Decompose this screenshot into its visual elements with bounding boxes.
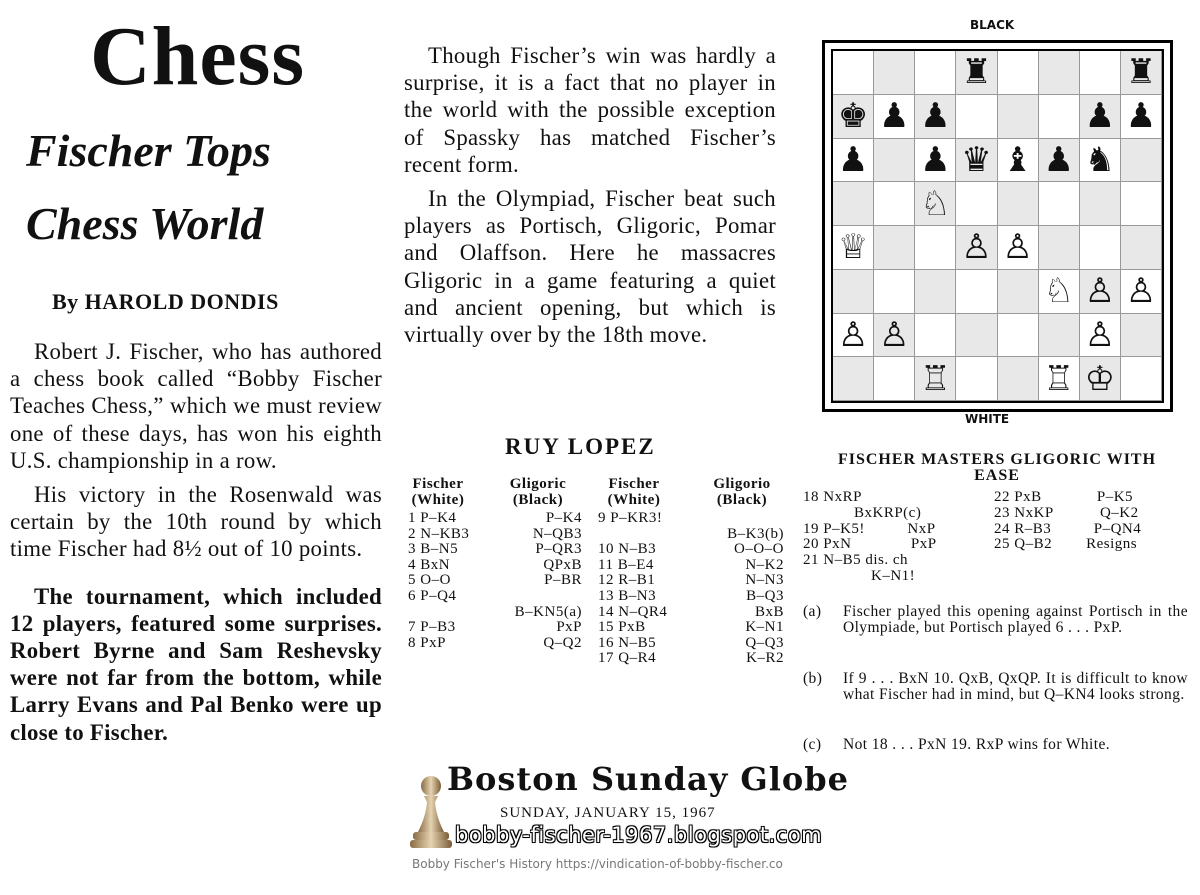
section-title: Chess xyxy=(90,10,306,103)
opening-title: RUY LOPEZ xyxy=(505,434,656,459)
board-square xyxy=(915,314,956,358)
board-square xyxy=(874,139,915,183)
board-square xyxy=(915,51,956,95)
note-tag: (a) xyxy=(803,603,822,620)
board-square xyxy=(1080,51,1121,95)
board-square: ♙ xyxy=(998,226,1039,270)
board-square: ♟ xyxy=(1121,95,1162,139)
board-square xyxy=(1080,182,1121,226)
paragraph: In the Olympiad, Fischer beat such players as Portisch, Gligoric, Pomar and Olaffson. Here he massacres Gligoric in a game featuring a quiet and ancient opening, but which is virtually over by the 18th move. xyxy=(404,186,776,348)
board-square xyxy=(874,270,915,314)
paragraph: Though Fischer’s win was hardly a surprise, it is a fact that no player in the world with the possible exception of Spassky has matched Fischer’s recent form. xyxy=(404,43,776,177)
board-square: ♔ xyxy=(1080,357,1121,401)
board-square xyxy=(1121,357,1162,401)
board-square: ♙ xyxy=(956,226,997,270)
board-square xyxy=(956,182,997,226)
board-square: ♜ xyxy=(956,51,997,95)
board-square: ♖ xyxy=(915,357,956,401)
board-square: ♚ xyxy=(833,95,874,139)
board-square: ♛ xyxy=(956,139,997,183)
board-square: ♙ xyxy=(833,314,874,358)
move-list-black: P–K4 N–QB3 P–QR3 QPxB P–BR B–KN5(a) PxP Q–Q2 xyxy=(514,510,582,651)
board-square: ♙ xyxy=(1080,314,1121,358)
move-list-black: B–K3(b) O–O–O N–K2 N–N3 B–Q3 BxB K–N1 Q–Q3 K–R2 xyxy=(727,525,784,667)
board-square xyxy=(998,357,1039,401)
headline-line-2: Chess World xyxy=(26,198,264,249)
board-square: ♙ xyxy=(1121,270,1162,314)
board-square xyxy=(1080,226,1121,270)
board-square: ♖ xyxy=(1039,357,1080,401)
board-square: ♟ xyxy=(833,139,874,183)
column-header: Gligoric (Black) xyxy=(509,476,567,508)
source-credit: Bobby Fischer's History https://vindication-of-bobby-fischer.co xyxy=(412,857,783,871)
board-square xyxy=(1039,95,1080,139)
note-text: Not 18 . . . PxN 19. RxP wins for White. xyxy=(843,736,1111,753)
note-tag: (c) xyxy=(803,736,822,753)
move-list-white: 1 P–K4 2 N–KB3 3 B–N5 4 BxN 5 O–O 6 P–Q4 7 P–B3 8 PxP xyxy=(408,510,470,651)
board-square xyxy=(915,226,956,270)
board-square: ♟ xyxy=(915,95,956,139)
board-square: ♟ xyxy=(915,139,956,183)
board-square xyxy=(956,314,997,358)
board-square xyxy=(956,357,997,401)
board-bottom-label: WHITE xyxy=(965,412,1010,426)
move-list-white: 9 P–KR3! 10 N–B3 11 B–E4 12 R–B1 13 B–N3 14 N–QR4 15 PxB 16 N–B5 17 Q–R4 xyxy=(598,510,668,667)
board-square xyxy=(1039,314,1080,358)
board-square: ♙ xyxy=(874,314,915,358)
publication-date: SUNDAY, JANUARY 15, 1967 xyxy=(500,805,716,821)
board-square: ♘ xyxy=(915,182,956,226)
board-square xyxy=(1039,226,1080,270)
board-square xyxy=(956,95,997,139)
game-title: FISCHER MASTERS GLIGORIC WITH EASE xyxy=(837,451,1157,484)
board-square xyxy=(1121,182,1162,226)
move-list-continuation: 22 PxB P–K5 23 NxKP Q–K2 24 R–B3 P–QN4 25 Q–B2 Resigns xyxy=(994,489,1142,553)
newspaper-name: Boston Sunday Globe xyxy=(447,760,849,798)
board-square: ♘ xyxy=(1039,270,1080,314)
article-column-2 xyxy=(404,42,776,348)
board-square: ♟ xyxy=(1080,95,1121,139)
paragraph: His victory in the Rosenwald was certain by the 10th round by which time Fischer had 8½ out of 10 points. xyxy=(10,482,382,562)
board-square xyxy=(874,51,915,95)
board-square: ♝ xyxy=(998,139,1039,183)
board-square: ♙ xyxy=(1080,270,1121,314)
headline-line-1: Fischer Tops xyxy=(26,125,271,176)
note-tag: (b) xyxy=(803,670,823,687)
board-square: ♜ xyxy=(1121,51,1162,95)
board-square xyxy=(998,314,1039,358)
board-square xyxy=(998,182,1039,226)
board-square xyxy=(1121,226,1162,270)
byline: By HAROLD DONDIS xyxy=(52,289,279,314)
board-square xyxy=(915,270,956,314)
board-square xyxy=(956,270,997,314)
board-square xyxy=(998,95,1039,139)
column-header: Fischer (White) xyxy=(607,476,661,508)
board-square xyxy=(874,357,915,401)
article-column-1 xyxy=(10,338,382,746)
note-text: If 9 . . . BxN 10. QxB, QxQP. It is difficult to know what Fischer had in mind, but Q–KN4 looks strong. xyxy=(843,670,1188,704)
paragraph: Robert J. Fischer, who has authored a chess book called “Bobby Fischer Teaches Chess,” which we must review one of these days, has won his eighth U.S. championship in a row. xyxy=(10,339,382,473)
board-top-label: BLACK xyxy=(970,18,1015,32)
column-header: Fischer (White) xyxy=(411,476,465,508)
board-square xyxy=(998,51,1039,95)
board-square xyxy=(1039,51,1080,95)
board-square: ♕ xyxy=(833,226,874,270)
note-text: Fischer played this opening against Portisch in the Olympiade, but Portisch played 6 . . . PxP. xyxy=(843,603,1188,637)
board-square xyxy=(833,270,874,314)
chess-board xyxy=(831,49,1164,403)
board-square xyxy=(874,182,915,226)
board-square xyxy=(1121,314,1162,358)
move-list-continuation: 18 NxRP BxKRP(c) 19 P–K5! NxP 20 PxN PxP 21 N–B5 dis. ch K–N1! xyxy=(803,489,937,584)
board-square xyxy=(1039,182,1080,226)
board-square xyxy=(874,226,915,270)
board-square xyxy=(833,51,874,95)
paragraph: The tournament, which included 12 players, featured some surprises. Robert Byrne and Sam Reshevsky were not far from the bottom, while Larry Evans and Pal Benko were up close to Fischer. xyxy=(10,583,382,745)
board-square xyxy=(998,270,1039,314)
board-square xyxy=(1121,139,1162,183)
column-header: Gligorio (Black) xyxy=(713,476,771,508)
blog-link[interactable]: bobby-fischer-1967.blogspot.com xyxy=(455,823,823,847)
board-square xyxy=(833,182,874,226)
board-square: ♞ xyxy=(1080,139,1121,183)
board-square: ♟ xyxy=(874,95,915,139)
board-square xyxy=(833,357,874,401)
chess-diagram xyxy=(822,40,1173,412)
board-square: ♟ xyxy=(1039,139,1080,183)
